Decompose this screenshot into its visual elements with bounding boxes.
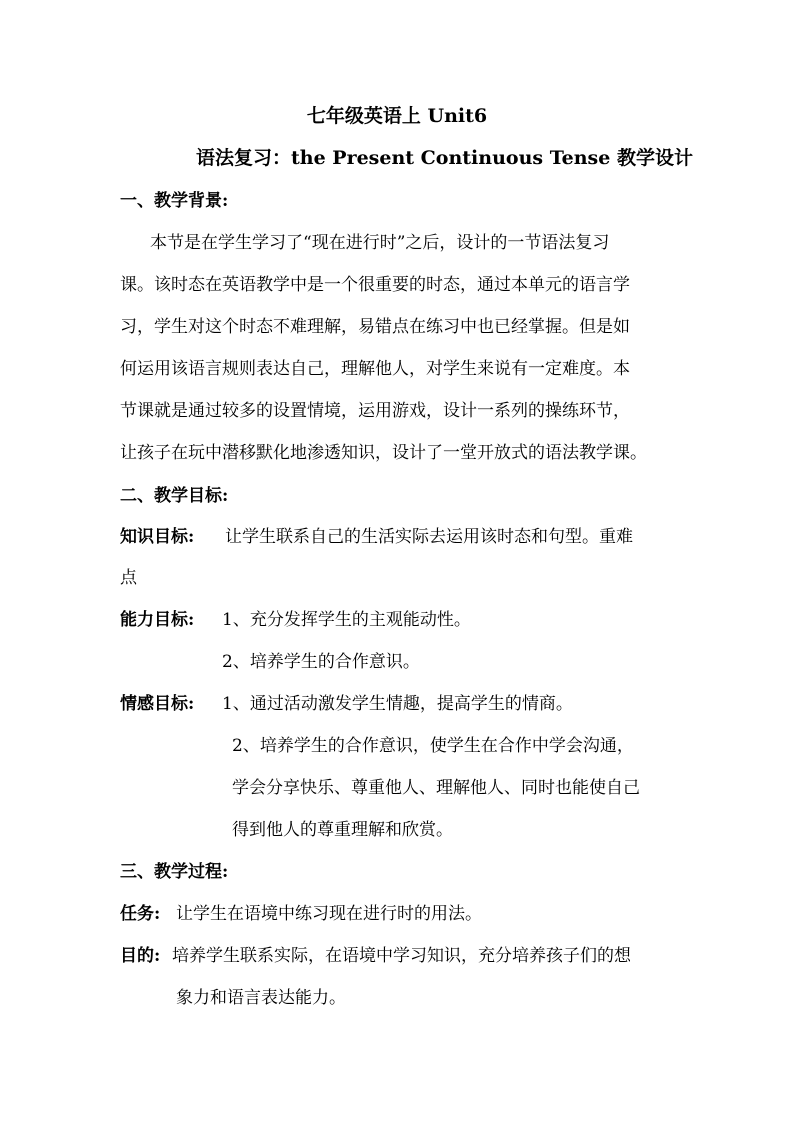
ability-goal-label: 能力目标: (120, 610, 195, 630)
emotion-goal-item: 2、培养学生的合作意识，使学生在合作中学会沟通， (232, 736, 634, 756)
section-heading-objectives: 二、教学目标: (120, 486, 229, 506)
purpose-text: 培养学生联系实际，在语境中学习知识，充分培养孩子们的想 (172, 946, 631, 966)
section-heading-process: 三、教学过程: (120, 862, 229, 882)
paragraph-line: 本节是在学生学习了“现在进行时”之后，设计的一节语法复习 (150, 233, 610, 253)
paragraph-line: 习，学生对这个时态不难理解，易错点在练习中也已经掌握。但是如 (120, 317, 630, 337)
paragraph-line: 课。该时态在英语教学中是一个很重要的时态，通过本单元的语言学 (120, 275, 630, 295)
task-text: 让学生在语境中练习现在进行时的用法。 (176, 904, 482, 924)
emotion-goal-label: 情感目标: (120, 694, 195, 714)
knowledge-goal-label: 知识目标: (120, 527, 195, 547)
document-title: 七年级英语上 Unit6 (306, 105, 488, 127)
paragraph-line: 让孩子在玩中潜移默化地渗透知识，设计了一堂开放式的语法教学课。 (120, 443, 647, 463)
ability-goal-item: 2、培养学生的合作意识。 (222, 652, 420, 672)
document-subtitle: 语法复习：the Present Continuous Tense 教学设计 (196, 147, 693, 169)
ability-goal-item: 1、充分发挥学生的主观能动性。 (222, 610, 471, 630)
section-heading-background: 一、教学背景: (120, 191, 229, 211)
emotion-goal-item: 1、通过活动激发学生情趣，提高学生的情商。 (222, 694, 573, 714)
emotion-goal-item: 得到他人的尊重理解和欣赏。 (232, 820, 453, 840)
purpose-label: 目的: (120, 946, 161, 966)
paragraph-line: 何运用该语言规则表达自己，理解他人，对学生来说有一定难度。本 (120, 359, 630, 379)
emotion-goal-item: 学会分享快乐、尊重他人、理解他人、同时也能使自己 (232, 778, 640, 798)
task-label: 任务: (120, 904, 161, 924)
knowledge-goal-text: 让学生联系自己的生活实际去运用该时态和句型。重难 (225, 527, 633, 547)
paragraph-line: 节课就是通过较多的设置情境，运用游戏，设计一系列的操练环节， (120, 401, 630, 421)
purpose-text-cont: 象力和语言表达能力。 (176, 988, 346, 1008)
knowledge-goal-text-cont: 点 (120, 568, 137, 588)
